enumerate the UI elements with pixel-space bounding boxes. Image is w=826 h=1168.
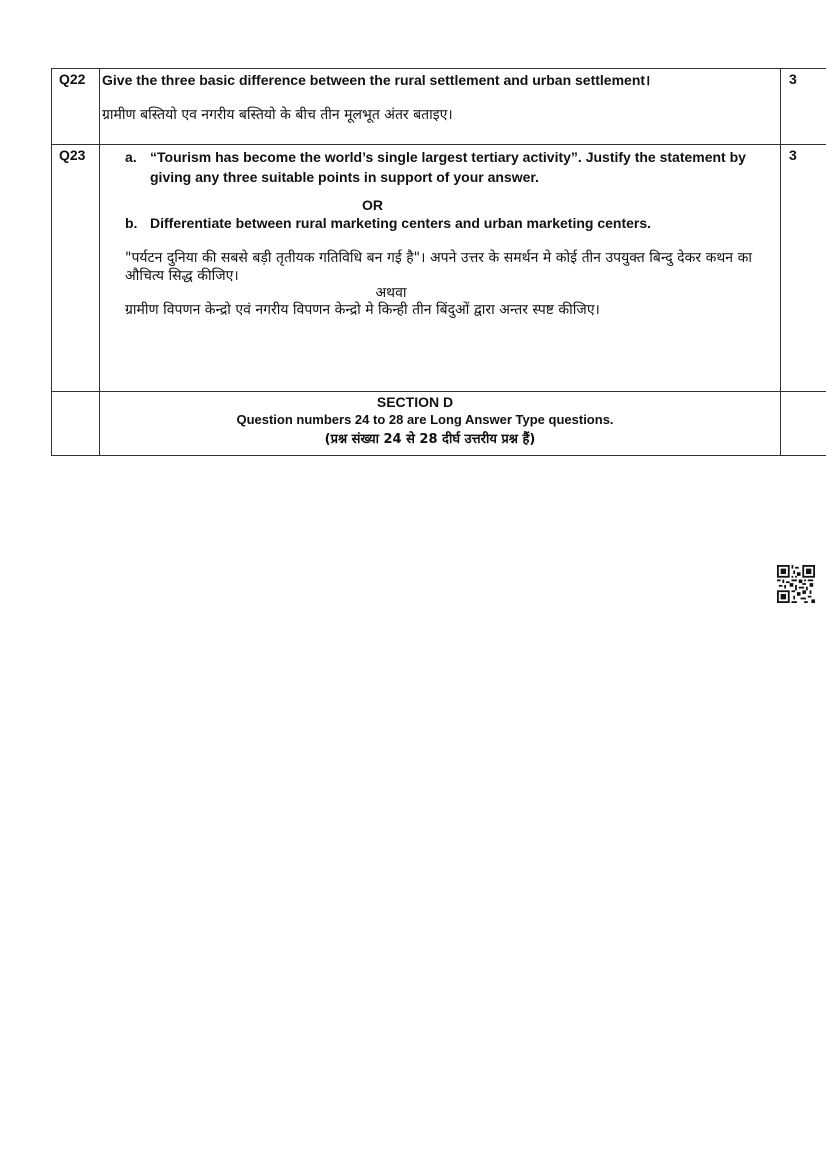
option-text: Differentiate between rural marketing centers and urban marketing centers. (150, 215, 652, 231)
section-header-row (52, 392, 826, 456)
question-text-hindi: ग्रामीण बस्तियो एव नगरीय बस्तियो के बीच तीन मूलभूत अंतर बताइए। (102, 107, 453, 123)
option-a (100, 147, 780, 187)
section-subtitle: Question numbers 24 to 28 are Long Answer Type questions. (236, 412, 614, 427)
question-row-23 (52, 145, 826, 392)
section-title: SECTION D (376, 394, 454, 410)
option-label: b. (125, 215, 138, 231)
hindi-option-b: ग्रामीण विपणन केन्द्रो एवं नगरीय विपणन केन्द्रो मे किन्ही तीन बिंदुओं द्वारा अन्तर स्पष्ट कीजिए। (125, 302, 600, 318)
question-marks: 3 (789, 147, 797, 163)
question-number: Q23 (59, 147, 86, 163)
or-separator: OR (362, 197, 383, 213)
hindi-or-separator: अथवा (375, 285, 407, 301)
question-text-english: Give the three basic difference between the rural settlement and urban settlement। (102, 72, 651, 88)
qr-code-icon (777, 565, 815, 603)
hindi-block (100, 233, 780, 319)
option-b (100, 213, 780, 233)
question-marks: 3 (789, 71, 797, 87)
hindi-option-a: "पर्यटन दुनिया की सबसे बड़ी तृतीयक गतिविधि बन गई है"। अपने उत्तर के समर्थन मे कोई तीन उपयुक्त बिन्दु देकर कथन का औचित्य सिद्ध कीजिए। (125, 250, 752, 284)
question-number: Q22 (59, 71, 86, 87)
option-text: “Tourism has become the world’s single largest tertiary activity”. Justify the statement by giving any three suitable points in support of your answer. (150, 149, 746, 185)
question-table (51, 68, 826, 456)
question-row-22 (52, 69, 826, 145)
option-label: a. (125, 149, 137, 165)
section-subtitle-hindi: (प्रश्न संख्या 24 से 28 दीर्घ उत्तरीय प्रश्न हैं) (324, 432, 536, 447)
